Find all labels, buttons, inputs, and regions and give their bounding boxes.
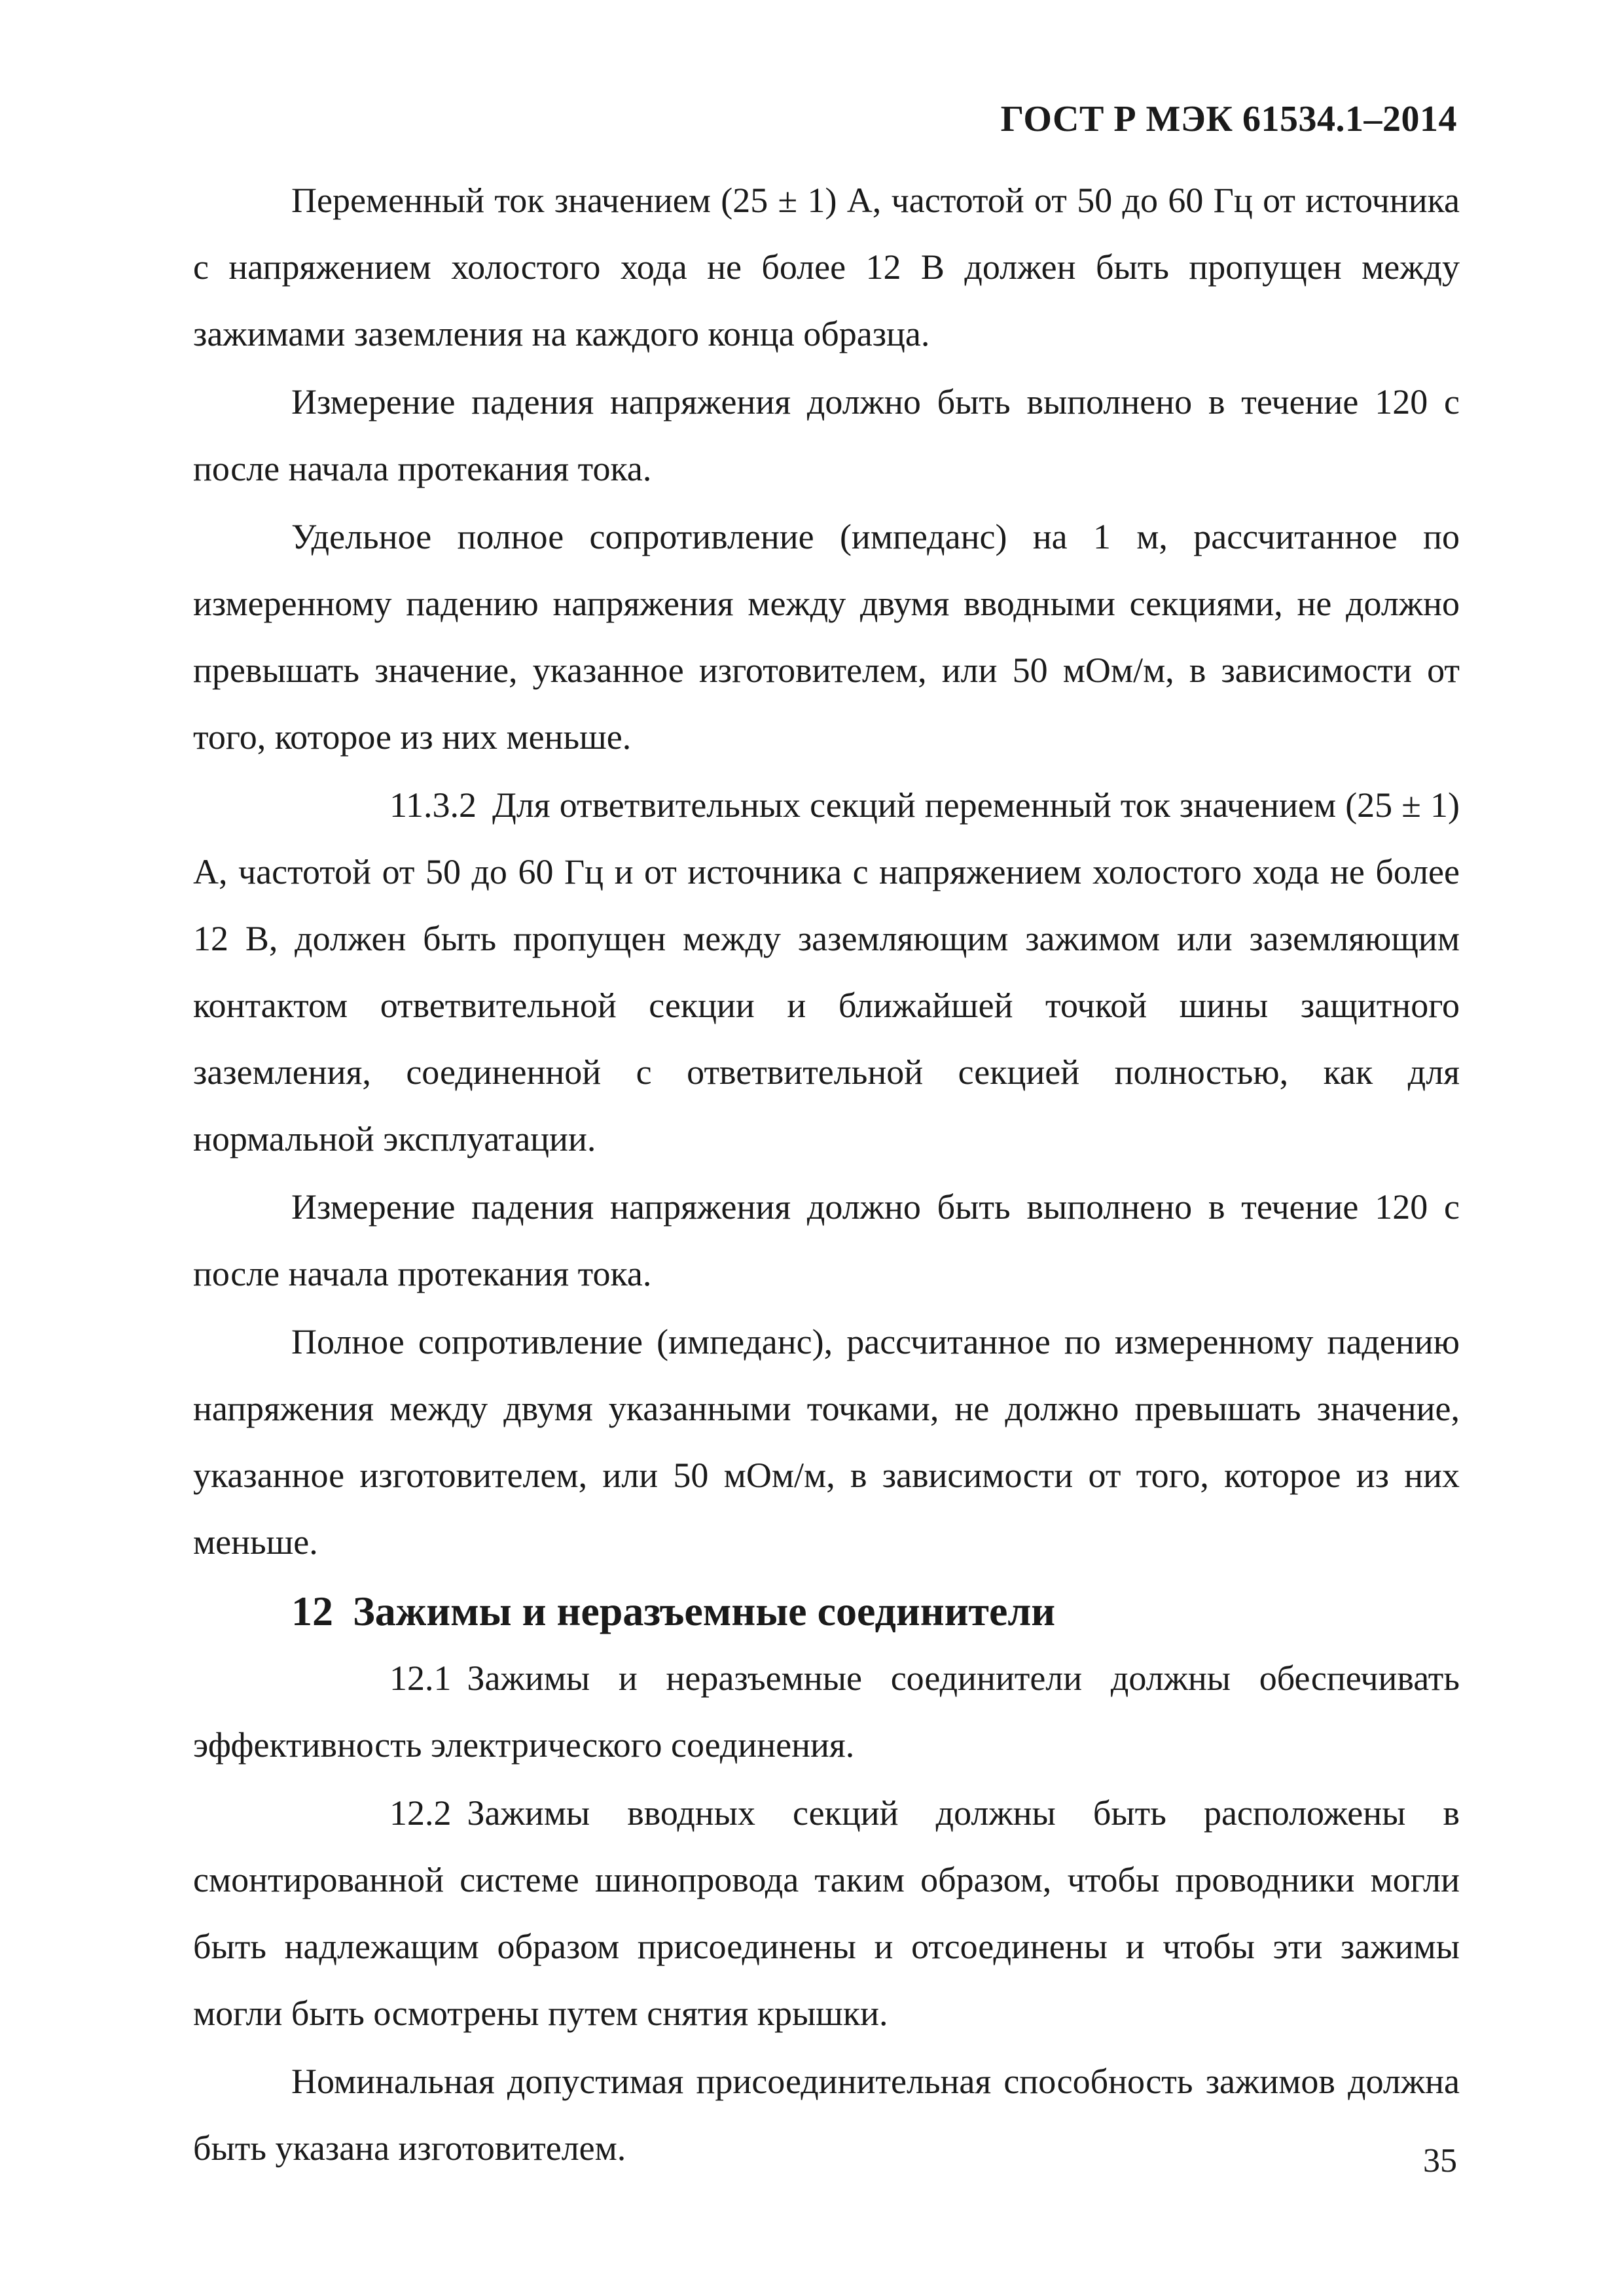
clause-text: Зажимы и неразъемные соединители должны обеспечивать эффективность электрического соединения. [193,1659,1460,1765]
document-code-header: ГОСТ Р МЭК 61534.1–2014 [1000,99,1457,139]
paragraph-ac-current-test: Переменный ток значением (25 ± 1) А, частотой от 50 до 60 Гц от источника с напряжением холостого хода не более 12 В должен быть пропущен между зажимами заземления на каждого конца образца. [193,181,1460,353]
page-number: 35 [1423,2142,1457,2179]
section-number: 12 [291,1588,333,1634]
page-content [193,167,1460,2181]
section-title: Зажимы и неразъемные соединители [353,1588,1056,1634]
paragraph-rated-capacity: Номинальная допустимая присоединительная способность зажимов должна быть указана изготовителем. [193,2062,1460,2168]
clause-number: 12.1 [389,1659,452,1698]
paragraph-full-impedance: Полное сопротивление (импеданс), рассчитанное по измеренному падению напряжения между двумя указанными точками, не должно превышать значение, указанное изготовителем, или 50 мОм/м, в зависимости от того, которое из них меньше. [193,1322,1460,1562]
clause-text: Зажимы вводных секций должны быть расположены в смонтированной системе шинопровода таким образом, чтобы проводники могли быть надлежащим образом присоединены и отсоединены и чтобы эти зажимы могли быть осмотрены путем снятия крышки. [193,1793,1460,2033]
section-heading-12 [193,1578,1460,1645]
clause-12-2 [193,1780,1460,2047]
paragraph-voltage-drop-measurement-2: Измерение падения напряжения должно быть выполнено в течение 120 с после начала протекания тока. [193,1187,1460,1293]
paragraph-specific-impedance: Удельное полное сопротивление (импеданс) на 1 м, рассчитанное по измеренному падению напряжения между двумя вводными секциями, не должно превышать значение, указанное изготовителем, или 50 мОм/м, в зависимости от того, которое из них меньше. [193,517,1460,757]
clause-11-3-2 [193,772,1460,1172]
clause-12-1 [193,1645,1460,1778]
clause-number: 11.3.2 [389,785,477,825]
paragraph-voltage-drop-measurement: Измерение падения напряжения должно быть выполнено в течение 120 с после начала протекания тока. [193,382,1460,488]
clause-number: 12.2 [389,1793,452,1833]
clause-text: Для ответвительных секций переменный ток значением (25 ± 1) А, частотой от 50 до 60 Гц и от источника с напряжением холостого хода не более 12 В, должен быть пропущен между заземляющим зажимом или заземляющим контактом ответвительной секции и ближайшей точкой шины защитного заземления, соединенной с ответвительной секцией полностью, как для нормальной эксплуатации. [193,785,1460,1158]
